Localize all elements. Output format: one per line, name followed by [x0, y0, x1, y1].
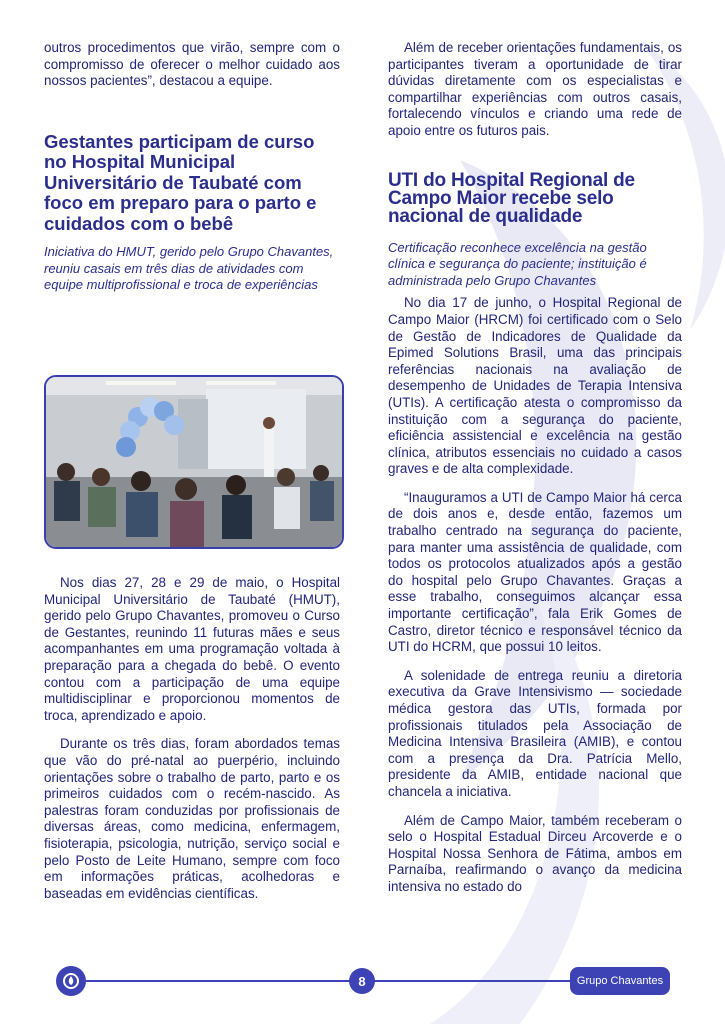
right-body-paragraph: No dia 17 de junho, o Hospital Regional de Campo Maior (HRCM) foi certificado com o Selo de Gestão de Indicadores de Qualidade da Epimed Solutions Brasil, uma das principais referências nacionais na avaliação de desempenho de Unidades de Terapia Intensiva (UTIs). A certificação atesta o compromisso da instituição com a segurança do paciente, eficiência assistencial e excelência na gestão clínica, atributos essenciais no cuidado a casos graves e de alta complexidade. [388, 295, 682, 477]
right-intro-paragraph: Além de receber orientações fundamentais, os participantes tiveram a oportunidade de tirar dúvidas diretamente com os especialistas e compartilhar experiências com outros casais, fortalecendo vínculos e criando uma rede de apoio entre os futuros pais. [388, 40, 682, 138]
article-subtitle-uti: Certificação reconhece excelência na gestão clínica e segurança do paciente; instituição é administrada pelo Grupo Chavantes [388, 239, 647, 288]
page-number: 8 [349, 968, 375, 994]
footer-divider [70, 980, 580, 982]
right-body-paragraph: “Inauguramos a UTI de Campo Maior há cerca de dois anos e, desde então, fazemos um trabalho centrado na segurança do paciente, para manter uma assistência de qualidade, com todos os protocolos atualizados após a gestão do hospital pelo Grupo Chavantes. Graças a esse trabalho, conseguimos alcançar essa importante certificação”, fala Erik Gomes de Castro, diretor técnico e responsável técnico da UTI do HCRM, que possui 10 leitos. [388, 489, 682, 655]
grupo-chavantes-logo-icon [56, 966, 86, 996]
left-body-paragraph: Nos dias 27, 28 e 29 de maio, o Hospital Municipal Universitário de Taubaté (HMUT), gerido pelo Grupo Chavantes, promoveu o Curso de Gestantes, reunindo 11 futuras mães e seus acompanhantes em uma programação voltada à preparação para a chegada do bebê. O evento contou com a participação de uma equipe multidisciplinar e proporcionou momentos de troca, aprendizado e apoio. [44, 575, 340, 723]
article-title-gestantes: Gestantes participam de curso no Hospital Municipal Universitário de Taubaté com foco em preparo para o parto e cuidados com o bebê [44, 130, 317, 234]
right-column [388, 40, 682, 908]
article-subtitle-gestantes: Iniciativa do HMUT, gerido pelo Grupo Chavantes, reuniu casais em três dias de atividades com equipe multiprofissional e troca de experiências [44, 244, 334, 293]
left-body-paragraph: Durante os três dias, foram abordados temas que vão do pré-natal ao puerpério, incluindo orientações sobre o trabalho de parto, parto e os primeiros cuidados com o recém-nascido. As palestras foram conduzidas por profissionais de diversas áreas, como medicina, enfermagem, fisioterapia, psicologia, nutrição, serviço social e pelo Posto de Leite Humano, sempre com foco em informações práticas, acolhedoras e baseadas em evidências científicas. [44, 736, 340, 901]
left-intro-paragraph: outros procedimentos que virão, sempre com o compromisso de oferecer o melhor cuidado aos nossos pacientes”, destacou a equipe. [44, 40, 340, 89]
brand-label: Grupo Chavantes [570, 967, 670, 995]
right-body-paragraph: Além de Campo Maior, também receberam o selo o Hospital Estadual Dirceu Arcoverde e o Hospital Nossa Senhora de Fátima, ambos em Parnaíba, reafirmando o avanço da medicina intensiva no estado do [388, 812, 682, 894]
right-body-paragraph: A solenidade de entrega reuniu a diretoria executiva da Grave Intensivismo — sociedade médica gestora das UTIs, formada por profissionais titulados pela Associação de Medicina Intensiva Brasileira (AMIB), e contou com a presença da Dra. Patrícia Mello, presidente da AMIB, entidade nacional que chancela a iniciativa. [388, 667, 682, 799]
course-photo [44, 375, 344, 549]
drop-icon [62, 972, 80, 990]
article-title-uti: UTI do Hospital Regional de Campo Maior recebe selo nacional de qualidade [388, 169, 635, 227]
left-article-body [44, 575, 340, 914]
classroom-illustration [46, 377, 342, 547]
left-column [44, 40, 340, 294]
